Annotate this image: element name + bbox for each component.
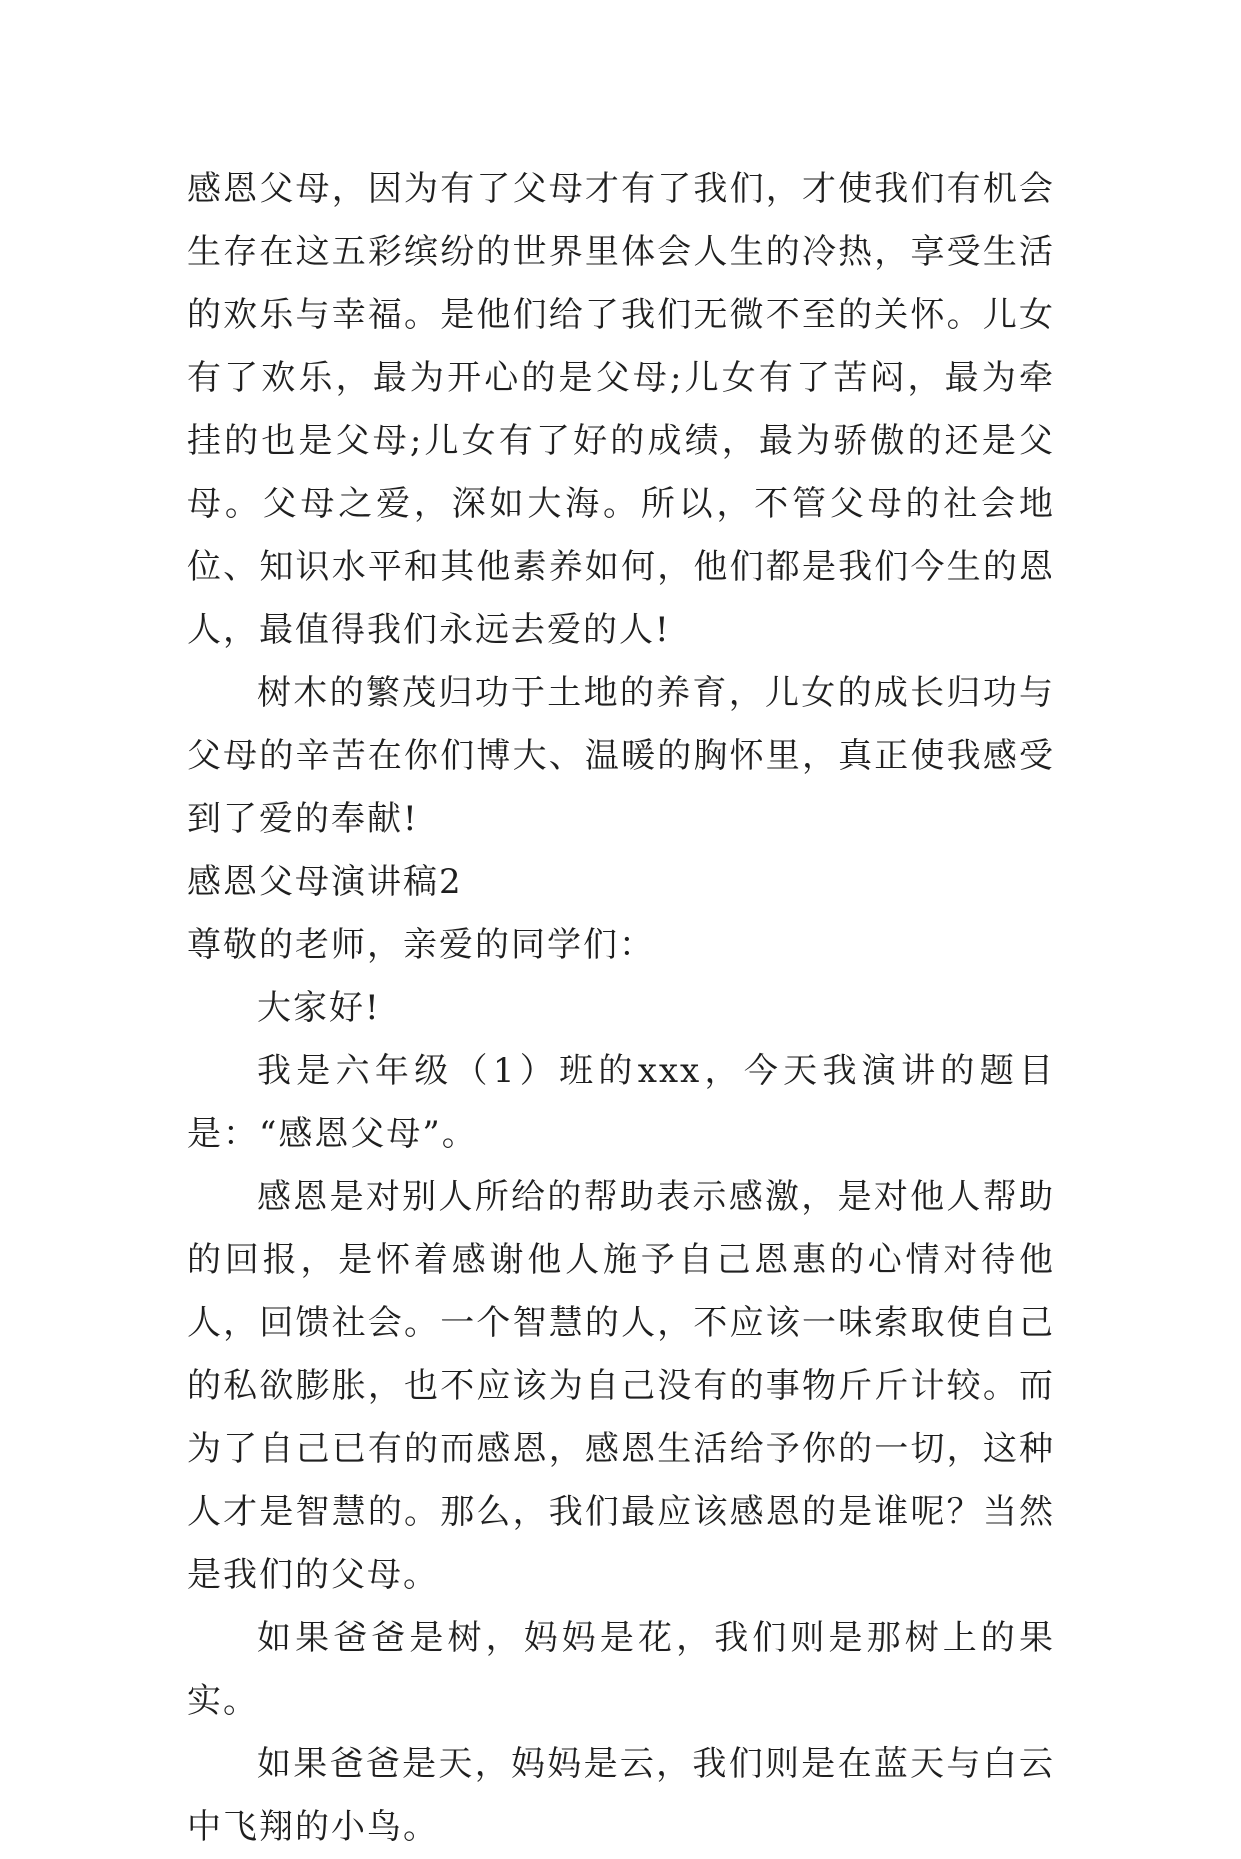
paragraph-sky-cloud-bird: 如果爸爸是天，妈妈是云，我们则是在蓝天与白云中飞翔的小鸟。 (187, 1744, 1055, 1847)
paragraph-speaker-intro: 我是六年级（1）班的xxx，今天我演讲的题目是：“感恩父母”。 (187, 1051, 1055, 1154)
salutation: 尊敬的老师，亲爱的同学们： (187, 925, 655, 965)
paragraph-gratitude-parents: 感恩父母，因为有了父母才有了我们，才使我们有机会生存在这五彩缤纷的世界里体会人生的冷热，享受生活的欢乐与幸福。是他们给了我们无微不至的关怀。儿女有了欢乐，最为开心的是父母;儿女有了苦闷，最为牵挂的也是父母;儿女有了好的成绩，最为骄傲的还是父母。父母之爱，深如大海。所以，不管父母的社会地位、知识水平和其他素养如何，他们都是我们今生的恩人，最值得我们永远去爱的人! (187, 169, 1055, 650)
paragraph-gratitude-definition: 感恩是对别人所给的帮助表示感激，是对他人帮助的回报，是怀着感谢他人施予自己恩惠的心情对待他人，回馈社会。一个智慧的人，不应该一味索取使自己的私欲膨胀，也不应该为自己没有的事物斤斤计较。而为了自己已有的而感恩，感恩生活给予你的一切，这种人才是智慧的。那么，我们最应该感恩的是谁呢？当然是我们的父母。 (187, 1177, 1055, 1595)
document-body (187, 158, 1055, 1859)
section-heading-speech-2: 感恩父母演讲稿2 (187, 862, 463, 902)
paragraph-tree-metaphor: 树木的繁茂归功于土地的养育，儿女的成长归功与父母的辛苦在你们博大、温暖的胸怀里，真正使我感受到了爱的奉献! (187, 673, 1055, 839)
greeting: 大家好! (257, 988, 381, 1028)
paragraph-tree-flower-fruit: 如果爸爸是树，妈妈是花，我们则是那树上的果实。 (187, 1618, 1055, 1721)
